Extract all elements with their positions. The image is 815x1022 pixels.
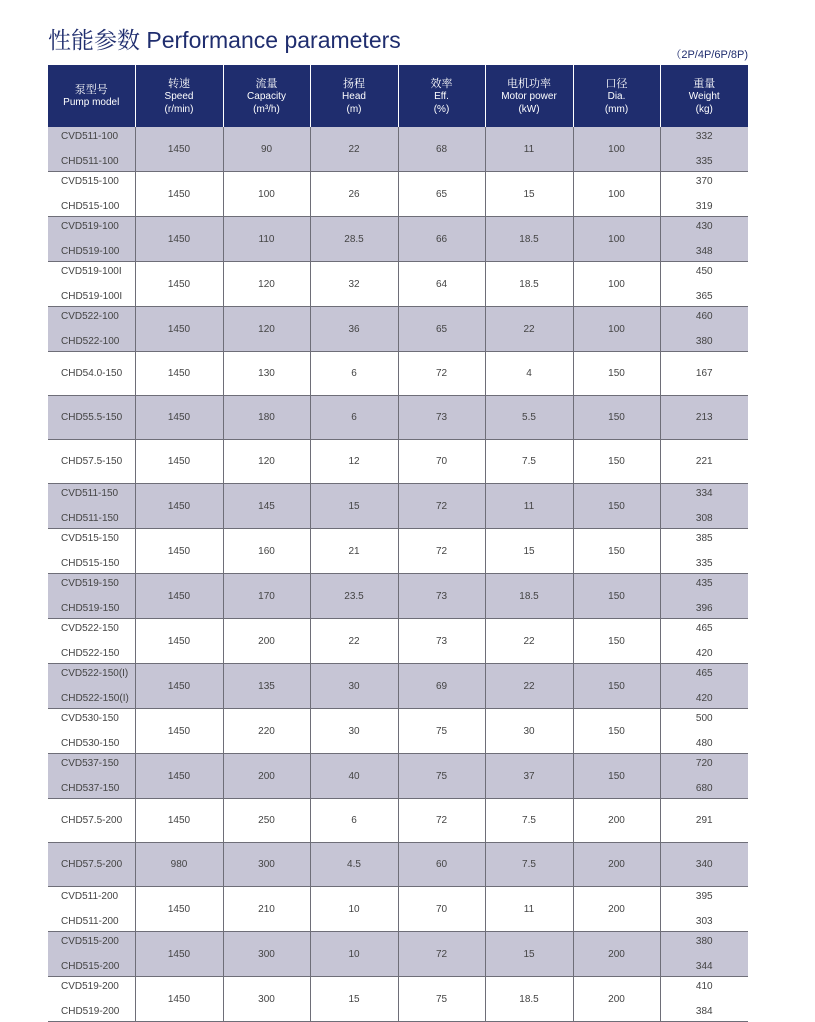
capacity-cell: 300 [223, 843, 310, 887]
pump-model-name: CHD55.5-150 [61, 412, 123, 423]
table-row [48, 754, 748, 799]
pump-model-cell [48, 932, 135, 977]
weight-cell [660, 932, 748, 977]
diameter-cell: 150 [573, 352, 660, 396]
pump-model-name: CHD511-100 [61, 156, 119, 167]
weight-cell [660, 977, 748, 1022]
speed-cell: 1450 [135, 307, 223, 352]
diameter-cell: 100 [573, 217, 660, 262]
column-header-efficiency [398, 65, 485, 127]
table-row [48, 172, 748, 217]
table-row [48, 396, 748, 440]
column-header-unit: (kW) [518, 103, 540, 115]
head-cell: 26 [310, 172, 398, 217]
column-header-unit: (r/min) [164, 103, 194, 115]
speed-cell: 1450 [135, 172, 223, 217]
table-row [48, 262, 748, 307]
table-row [48, 887, 748, 932]
pump-model-cell [48, 977, 135, 1022]
diameter-cell: 200 [573, 977, 660, 1022]
pump-model-name: CVD522-100 [61, 311, 119, 322]
weight-value: 396 [695, 603, 713, 614]
capacity-cell: 120 [223, 262, 310, 307]
column-header-en: Eff. [434, 90, 449, 102]
efficiency-cell: 66 [398, 217, 485, 262]
pump-model-name: CVD515-150 [61, 533, 119, 544]
weight-cell [660, 664, 748, 709]
column-header-en: Speed [164, 90, 194, 102]
column-header-zh: 扬程 [343, 76, 365, 90]
weight-value: 380 [695, 936, 713, 947]
weight-cell [660, 262, 748, 307]
weight-cell [660, 352, 748, 396]
pump-model-cell [48, 843, 135, 887]
motor-power-cell: 11 [485, 127, 573, 172]
weight-value: 380 [695, 336, 713, 347]
head-cell: 40 [310, 754, 398, 799]
column-header-zh: 转速 [168, 76, 190, 90]
capacity-cell: 160 [223, 529, 310, 574]
table-body [48, 127, 748, 1022]
motor-power-cell: 15 [485, 172, 573, 217]
capacity-cell: 300 [223, 977, 310, 1022]
head-cell: 6 [310, 396, 398, 440]
column-header-capacity [223, 65, 310, 127]
column-header-unit: (m³/h) [253, 103, 280, 115]
motor-power-cell: 15 [485, 932, 573, 977]
motor-power-cell: 18.5 [485, 977, 573, 1022]
head-cell: 32 [310, 262, 398, 307]
motor-power-cell: 18.5 [485, 217, 573, 262]
pump-model-name: CVD519-100I [61, 266, 122, 277]
capacity-cell: 120 [223, 440, 310, 484]
motor-power-cell: 4 [485, 352, 573, 396]
diameter-cell: 200 [573, 887, 660, 932]
weight-cell [660, 843, 748, 887]
pump-model-name: CVD511-100 [61, 131, 119, 142]
speed-cell: 1450 [135, 127, 223, 172]
table-row [48, 977, 748, 1022]
motor-power-cell: 7.5 [485, 799, 573, 843]
speed-cell: 1450 [135, 440, 223, 484]
diameter-cell: 200 [573, 843, 660, 887]
weight-value: 348 [695, 246, 713, 257]
weight-cell [660, 484, 748, 529]
pump-model-name: CHD515-150 [61, 558, 120, 569]
pump-model-name: CHD537-150 [61, 783, 120, 794]
capacity-cell: 200 [223, 619, 310, 664]
weight-cell [660, 799, 748, 843]
motor-power-cell: 18.5 [485, 262, 573, 307]
weight-value: 465 [695, 623, 713, 634]
speed-cell: 1450 [135, 887, 223, 932]
speed-cell: 1450 [135, 754, 223, 799]
weight-cell [660, 887, 748, 932]
table-row [48, 709, 748, 754]
capacity-cell: 170 [223, 574, 310, 619]
weight-value: 308 [695, 513, 713, 524]
efficiency-cell: 73 [398, 574, 485, 619]
column-header-unit: (mm) [604, 103, 629, 115]
motor-power-cell: 7.5 [485, 843, 573, 887]
performance-table [48, 65, 748, 1022]
pump-model-cell [48, 574, 135, 619]
pump-model-cell [48, 484, 135, 529]
efficiency-cell: 73 [398, 396, 485, 440]
head-cell: 10 [310, 887, 398, 932]
column-header-zh: 效率 [430, 76, 453, 90]
head-cell: 22 [310, 127, 398, 172]
weight-cell [660, 217, 748, 262]
speed-cell: 1450 [135, 217, 223, 262]
pump-model-cell [48, 396, 135, 440]
efficiency-cell: 70 [398, 887, 485, 932]
column-header-zh: 泵型号 [74, 83, 108, 96]
capacity-cell: 180 [223, 396, 310, 440]
weight-value: 340 [695, 859, 713, 870]
diameter-cell: 100 [573, 172, 660, 217]
motor-power-cell: 18.5 [485, 574, 573, 619]
pump-model-cell [48, 352, 135, 396]
head-cell: 36 [310, 307, 398, 352]
page-title [48, 22, 401, 55]
weight-value: 365 [695, 291, 713, 302]
pump-model-name: CHD519-150 [61, 603, 120, 614]
column-header-en: Capacity [247, 90, 286, 102]
pump-model-name: CHD530-150 [61, 738, 120, 749]
speed-cell: 980 [135, 843, 223, 887]
column-header-unit: (m) [346, 103, 362, 115]
column-header-diameter [573, 65, 660, 127]
pump-model-cell [48, 664, 135, 709]
weight-cell [660, 529, 748, 574]
speed-cell: 1450 [135, 574, 223, 619]
table-row [48, 352, 748, 396]
diameter-cell: 150 [573, 440, 660, 484]
weight-cell [660, 172, 748, 217]
column-header-en: Pump model [63, 97, 120, 108]
efficiency-cell: 72 [398, 529, 485, 574]
weight-cell [660, 396, 748, 440]
weight-value: 500 [695, 713, 713, 724]
pump-model-cell [48, 619, 135, 664]
diameter-cell: 100 [573, 307, 660, 352]
column-header-zh: 口径 [605, 76, 628, 90]
weight-value: 334 [695, 488, 713, 499]
speed-cell: 1450 [135, 529, 223, 574]
efficiency-cell: 75 [398, 754, 485, 799]
pump-model-name: CVD522-150 [61, 623, 119, 634]
weight-cell [660, 754, 748, 799]
weight-cell [660, 127, 748, 172]
pump-model-name: CHD57.5-200 [61, 859, 123, 870]
efficiency-cell: 75 [398, 709, 485, 754]
weight-cell [660, 440, 748, 484]
pump-model-name: CVD530-150 [61, 713, 119, 724]
efficiency-cell: 75 [398, 977, 485, 1022]
weight-cell [660, 619, 748, 664]
efficiency-cell: 60 [398, 843, 485, 887]
capacity-cell: 100 [223, 172, 310, 217]
table-row [48, 799, 748, 843]
pump-model-name: CVD511-200 [61, 891, 119, 902]
efficiency-cell: 72 [398, 484, 485, 529]
table-row [48, 217, 748, 262]
pump-model-cell [48, 709, 135, 754]
head-cell: 30 [310, 709, 398, 754]
page-title-en: Performance parameters [146, 27, 401, 53]
pole-options-note: （2P/4P/6P/8P) [670, 49, 748, 61]
column-header-unit: (kg) [695, 103, 713, 115]
head-cell: 15 [310, 977, 398, 1022]
pump-model-name: CHD511-150 [61, 513, 119, 524]
weight-value: 450 [695, 266, 713, 277]
motor-power-cell: 5.5 [485, 396, 573, 440]
efficiency-cell: 68 [398, 127, 485, 172]
column-header-zh: 重量 [693, 76, 716, 90]
diameter-cell: 150 [573, 484, 660, 529]
column-header-pump-model [48, 65, 135, 127]
head-cell: 22 [310, 619, 398, 664]
capacity-cell: 220 [223, 709, 310, 754]
weight-value: 720 [695, 758, 713, 769]
diameter-cell: 200 [573, 799, 660, 843]
weight-value: 335 [695, 156, 713, 167]
head-cell: 10 [310, 932, 398, 977]
diameter-cell: 150 [573, 619, 660, 664]
weight-value: 303 [695, 916, 713, 927]
pump-model-name: CVD537-150 [61, 758, 119, 769]
pump-model-name: CHD519-200 [61, 1006, 120, 1017]
efficiency-cell: 73 [398, 619, 485, 664]
diameter-cell: 150 [573, 709, 660, 754]
pump-model-name: CVD511-150 [61, 488, 119, 499]
capacity-cell: 120 [223, 307, 310, 352]
pump-model-name: CVD522-150(I) [61, 668, 129, 679]
table-row [48, 440, 748, 484]
speed-cell: 1450 [135, 799, 223, 843]
head-cell: 12 [310, 440, 398, 484]
column-header-en: Weight [688, 90, 720, 102]
pump-model-name: CVD515-200 [61, 936, 119, 947]
head-cell: 23.5 [310, 574, 398, 619]
speed-cell: 1450 [135, 352, 223, 396]
pump-model-cell [48, 217, 135, 262]
capacity-cell: 145 [223, 484, 310, 529]
table-header-row [48, 65, 748, 127]
weight-value: 291 [695, 815, 713, 826]
diameter-cell: 100 [573, 262, 660, 307]
pump-model-cell [48, 754, 135, 799]
diameter-cell: 150 [573, 664, 660, 709]
speed-cell: 1450 [135, 932, 223, 977]
weight-cell [660, 709, 748, 754]
head-cell: 30 [310, 664, 398, 709]
weight-value: 213 [695, 412, 713, 423]
motor-power-cell: 11 [485, 887, 573, 932]
head-cell: 21 [310, 529, 398, 574]
weight-value: 167 [695, 368, 713, 379]
page-title-zh: 性能参数 [48, 28, 140, 54]
table-row [48, 484, 748, 529]
efficiency-cell: 65 [398, 172, 485, 217]
head-cell: 28.5 [310, 217, 398, 262]
pump-model-cell [48, 799, 135, 843]
efficiency-cell: 69 [398, 664, 485, 709]
diameter-cell: 150 [573, 529, 660, 574]
weight-value: 420 [695, 693, 713, 704]
table-row [48, 619, 748, 664]
pump-model-name: CHD511-200 [61, 916, 119, 927]
table-row [48, 664, 748, 709]
table-row [48, 843, 748, 887]
efficiency-cell: 65 [398, 307, 485, 352]
pump-model-name: CHD57.5-200 [61, 815, 123, 826]
motor-power-cell: 22 [485, 619, 573, 664]
weight-value: 465 [695, 668, 713, 679]
pump-model-cell [48, 127, 135, 172]
efficiency-cell: 64 [398, 262, 485, 307]
speed-cell: 1450 [135, 262, 223, 307]
pump-model-cell [48, 307, 135, 352]
column-header-head [310, 65, 398, 127]
efficiency-cell: 70 [398, 440, 485, 484]
column-header-motor-power [485, 65, 573, 127]
capacity-cell: 90 [223, 127, 310, 172]
efficiency-cell: 72 [398, 352, 485, 396]
weight-value: 335 [695, 558, 713, 569]
table-row [48, 307, 748, 352]
pump-model-name: CHD519-100 [61, 246, 120, 257]
column-header-en: Head [342, 90, 366, 102]
head-cell: 4.5 [310, 843, 398, 887]
pump-model-name: CHD522-150(I) [61, 693, 129, 704]
pump-model-cell [48, 440, 135, 484]
speed-cell: 1450 [135, 664, 223, 709]
motor-power-cell: 15 [485, 529, 573, 574]
capacity-cell: 210 [223, 887, 310, 932]
weight-value: 385 [695, 533, 713, 544]
pump-model-cell [48, 529, 135, 574]
motor-power-cell: 30 [485, 709, 573, 754]
weight-value: 420 [695, 648, 713, 659]
head-cell: 6 [310, 352, 398, 396]
pump-model-name: CHD515-200 [61, 961, 120, 972]
weight-cell [660, 307, 748, 352]
diameter-cell: 150 [573, 396, 660, 440]
pump-model-cell [48, 172, 135, 217]
table-row [48, 574, 748, 619]
diameter-cell: 150 [573, 574, 660, 619]
speed-cell: 1450 [135, 977, 223, 1022]
pump-model-name: CHD522-150 [61, 648, 120, 659]
speed-cell: 1450 [135, 709, 223, 754]
pump-model-name: CVD519-150 [61, 578, 119, 589]
weight-value: 332 [695, 131, 713, 142]
diameter-cell: 200 [573, 932, 660, 977]
capacity-cell: 135 [223, 664, 310, 709]
pump-model-name: CHD515-100 [61, 201, 120, 212]
diameter-cell: 100 [573, 127, 660, 172]
column-header-speed [135, 65, 223, 127]
efficiency-cell: 72 [398, 932, 485, 977]
table-row [48, 127, 748, 172]
speed-cell: 1450 [135, 619, 223, 664]
column-header-zh: 电机功率 [507, 76, 551, 90]
weight-value: 370 [695, 176, 713, 187]
weight-value: 480 [695, 738, 713, 749]
motor-power-cell: 22 [485, 307, 573, 352]
diameter-cell: 150 [573, 754, 660, 799]
weight-cell [660, 574, 748, 619]
pump-model-name: CVD519-200 [61, 981, 119, 992]
motor-power-cell: 11 [485, 484, 573, 529]
column-header-zh: 流量 [255, 76, 278, 90]
motor-power-cell: 7.5 [485, 440, 573, 484]
speed-cell: 1450 [135, 484, 223, 529]
weight-value: 680 [695, 783, 713, 794]
pump-model-name: CHD519-100I [61, 291, 123, 302]
efficiency-cell: 72 [398, 799, 485, 843]
head-cell: 15 [310, 484, 398, 529]
pump-model-name: CHD522-100 [61, 336, 120, 347]
capacity-cell: 130 [223, 352, 310, 396]
pump-model-cell [48, 887, 135, 932]
pump-model-cell [48, 262, 135, 307]
column-header-weight [660, 65, 748, 127]
column-header-unit: (%) [433, 103, 450, 115]
column-header-en: Dia. [607, 90, 626, 102]
weight-value: 430 [695, 221, 713, 232]
weight-value: 221 [695, 456, 713, 467]
capacity-cell: 250 [223, 799, 310, 843]
weight-value: 395 [695, 891, 713, 902]
speed-cell: 1450 [135, 396, 223, 440]
pump-model-name: CVD515-100 [61, 176, 119, 187]
capacity-cell: 110 [223, 217, 310, 262]
table-row [48, 529, 748, 574]
weight-value: 410 [695, 981, 713, 992]
motor-power-cell: 37 [485, 754, 573, 799]
weight-value: 384 [695, 1006, 713, 1017]
pump-model-name: CHD57.5-150 [61, 456, 123, 467]
pump-model-name: CVD519-100 [61, 221, 119, 232]
weight-value: 319 [695, 201, 713, 212]
capacity-cell: 200 [223, 754, 310, 799]
pump-model-name: CHD54.0-150 [61, 368, 123, 379]
motor-power-cell: 22 [485, 664, 573, 709]
column-header-en: Motor power [501, 90, 557, 102]
weight-value: 460 [695, 311, 713, 322]
weight-value: 435 [695, 578, 713, 589]
capacity-cell: 300 [223, 932, 310, 977]
table-row [48, 932, 748, 977]
weight-value: 344 [695, 961, 713, 972]
head-cell: 6 [310, 799, 398, 843]
